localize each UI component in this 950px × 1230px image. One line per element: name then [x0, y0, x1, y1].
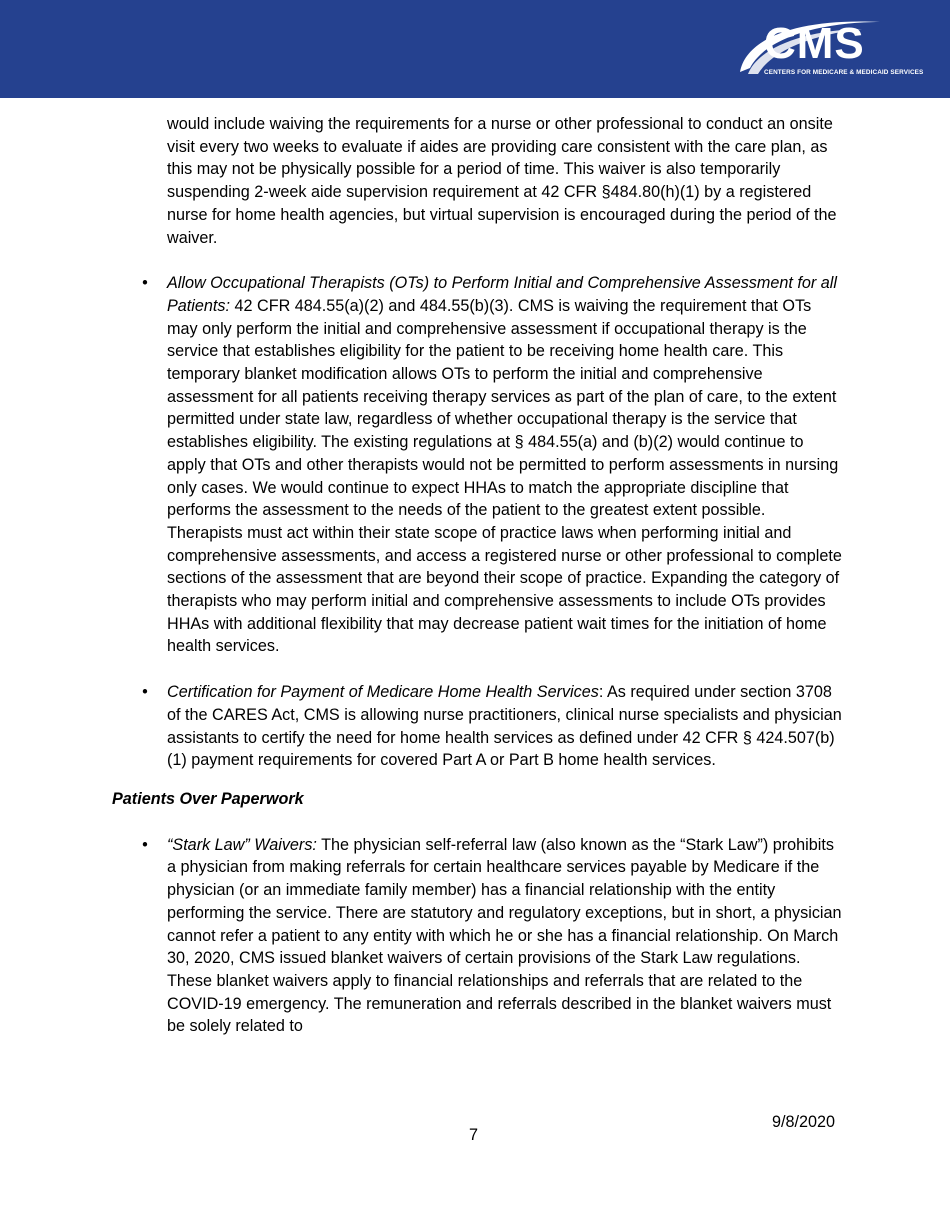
bullet-ot-assessment	[142, 272, 842, 658]
bullet-certification	[142, 681, 842, 772]
logo-wordmark: CMS	[764, 19, 865, 68]
header-band	[0, 0, 950, 98]
cms-logo	[738, 16, 924, 82]
document-body	[0, 113, 950, 1038]
intro-paragraph: would include waiving the requirements for a nurse or other professional to conduct an onsite visit every two weeks to evaluate if aides are providing care consistent with the care plan, as this may not be physically possible for a period of time. This waiver is also temporarily suspending 2-week aide supervision requirement at 42 CFR §484.80(h)(1) by a registered nurse for home health agencies, but virtual supervision is encouraged during the period of the waiver.	[167, 115, 837, 247]
page-number: 7	[469, 1126, 479, 1144]
bullet-text: 42 CFR 484.55(a)(2) and 484.55(b)(3). CMS is waiving the requirement that OTs may only perform the initial and comprehensive assessment if occupational therapy is the service that establishes eligibility for the patient to be receiving home health care. This temporary blanket modification allows OTs to perform the initial and comprehensive assessment for all patients receiving therapy services as part of the plan of care, to the extent permitted under state law, regardless of whether occupational therapy is the service that establishes eligibility. The existing regulations at § 484.55(a) and (b)(2) would continue to apply that OTs and other therapists would not be permitted to perform assessments in nursing only cases. We would continue to expect HHAs to match the appropriate discipline that performs the assessment to the needs of the patient to the greatest extent possible. Therapists must act within their state scope of practice laws when performing initial and comprehensive assessments, and access a registered nurse or other professional to complete sections of the assessment that are beyond their scope of practice. Expanding the category of therapists who may perform initial and comprehensive assessments to include OTs provides HHAs with additional flexibility that may decrease patient wait times for the initiation of home health services.	[167, 296, 842, 656]
logo-subtitle: CENTERS FOR MEDICARE & MEDICAID SERVICES	[764, 69, 924, 76]
bullet-dot-icon: •	[142, 683, 148, 702]
bullet-dot-icon: •	[142, 274, 148, 293]
bullet-title: Certification for Payment of Medicare Home Health Services	[167, 683, 599, 702]
bullet-dot-icon: •	[142, 835, 148, 854]
bullet-text: The physician self-referral law (also known as the “Stark Law”) prohibits a physician from making referrals for certain healthcare services payable by Medicare if the physician (or an immediate family member) has a financial relationship with the entity performing the service. There are statutory and regulatory exceptions, but in short, a physician cannot refer a patient to any entity with which he or she has a financial relationship. On March 30, 2020, CMS issued blanket waivers of certain provisions of the Stark Law regulations. These blanket waivers apply to financial relationships and referrals that are related to the COVID-19 emergency. The remuneration and referrals described in the blanket waivers must be solely related to	[167, 835, 842, 1036]
bullet-title: Allow Occupational Therapists (OTs) to Perform Initial and Comprehensive Assessment for all Patients:	[167, 274, 837, 315]
section-heading: Patients Over Paperwork	[112, 789, 304, 808]
bullet-stark-law	[142, 834, 842, 1038]
bullet-text: : As required under section 3708 of the CARES Act, CMS is allowing nurse practitioners, clinical nurse specialists and physician assistants to certify the need for home health services as defined under 42 CFR § 424.507(b)(1) payment requirements for covered Part A or Part B home health services.	[167, 683, 842, 770]
footer-date: 9/8/2020	[772, 1113, 836, 1131]
bullet-title: “Stark Law” Waivers:	[167, 835, 317, 854]
